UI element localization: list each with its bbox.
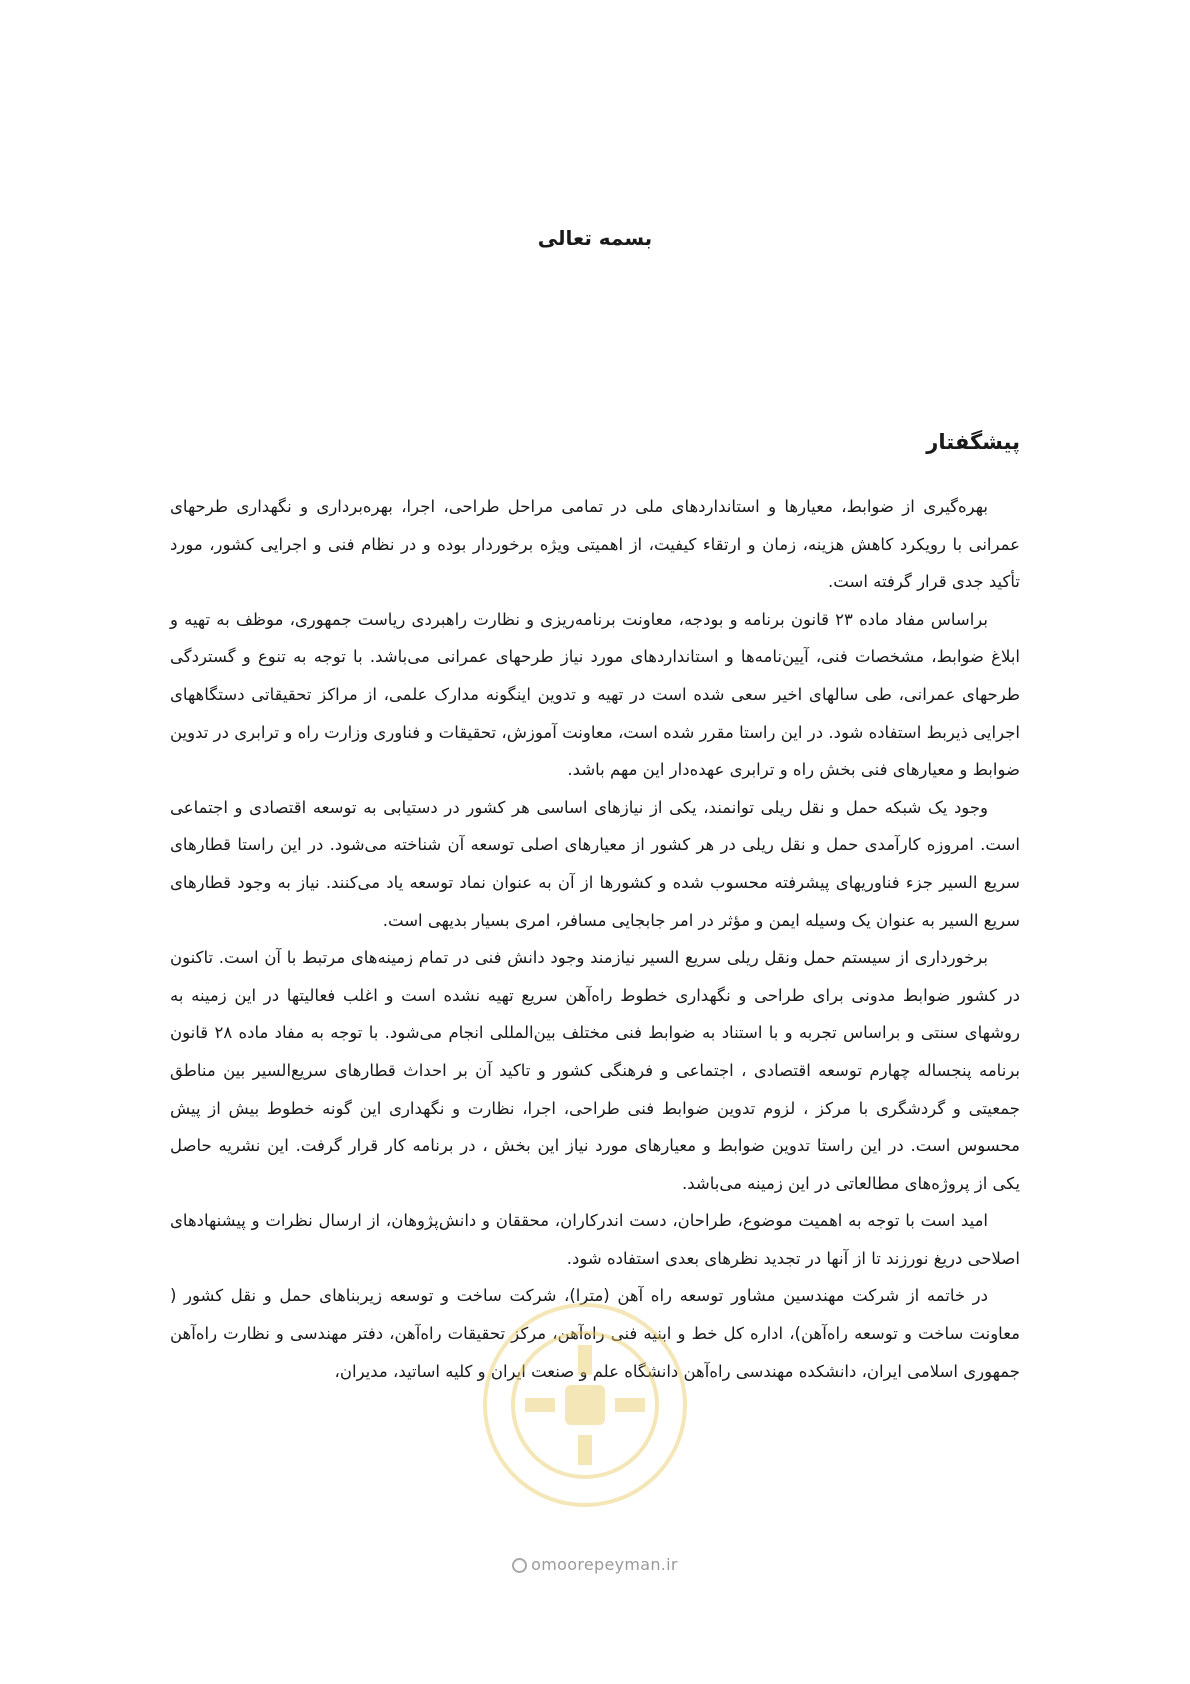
paragraph-5: امید است با توجه به اهمیت موضوع، طراحان، دست اندرکاران، محققان و دانش‌پژوهان، از ارسال نظرات و پیشنهادهای اصلاحی دریغ نورزند تا از آنها در تجدید نظرهای بعدی استفاده شود. (170, 1211, 1020, 1268)
page-top-heading: بسمه تعالی (537, 226, 653, 250)
section-title: پیشگفتار (926, 430, 1020, 454)
watermark-url-text: omoorepeyman.ir (531, 1555, 678, 1574)
paragraph-1: بهره‌گیری از ضوابط، معیارها و استانداردهای ملی در تمامی مراحل طراحی، اجرا، بهره‌برداری و نگهداری طرحهای عمرانی با رویکرد کاهش هزینه، زمان و ارتقاء کیفیت، از اهمیتی ویژه برخوردار بوده و در نظام فنی و اجرایی کشور، مورد تأکید جدی قرار گرفته است. (170, 497, 1020, 592)
paragraph-3: وجود یک شبکه حمل و نقل ریلی توانمند، یکی از نیازهای اساسی هر کشور در دستیابی به توسعه اقتصادی و اجتماعی است. امروزه کارآمدی حمل و نقل ریلی در هر کشور از معیارهای اصلی توسعه آن شناخته می‌شود. در این راستا قطارهای سریع السیر جزء فناوریهای پیشرفته محسوب شده و کشورها از آن به عنوان نماد توسعه یاد می‌کنند. نیاز به وجود قطارهای سریع السیر به عنوان یک وسیله ایمن و مؤثر در امر جابجایی مسافر، امری بسیار بدیهی است. (170, 797, 1020, 930)
watermark-url (0, 1555, 1190, 1574)
at-sign-icon (512, 1558, 527, 1573)
paragraph-2: براساس مفاد ماده ۲۳ قانون برنامه و بودجه، معاونت برنامه‌ریزی و نظارت راهبردی ریاست جمهوری، موظف به تهیه و ابلاغ ضوابط، مشخصات فنی، آیین‌نامه‌ها و استانداردهای مورد نیاز طرحهای عمرانی می‌باشد. با توجه به تنوع و گستردگی طرحهای عمرانی، طی سالهای اخیر سعی شده است در تهیه و تدوین اینگونه مدارک علمی، از مراکز تحقیقاتی دستگاههای اجرایی ذیربط استفاده شود. در این راستا مقرر شده است، معاونت آموزش، تحقیقات و فناوری وزارت راه و ترابری در تدوین ضوابط و معیارهای فنی بخش راه و ترابری عهده‌دار این مهم باشد. (170, 609, 1020, 780)
paragraph-4: برخورداری از سیستم حمل ونقل ریلی سریع السیر نیازمند وجود دانش فنی در تمام زمینه‌های مرتبط با آن است. تاکنون در کشور ضوابط مدونی برای طراحی و نگهداری خطوط راه‌آهن سریع تهیه نشده است و اغلب فعالیتها در این زمینه به روشهای سنتی و براساس تجربه و با استناد به ضوابط فنی مختلف بین‌المللی انجام می‌شود. با توجه به مفاد ماده ۲۸ قانون برنامه پنجساله چهارم توسعه اقتصادی ، اجتماعی و فرهنگی کشور و تاکید آن بر احداث قطارهای سریع‌السیر بین مناطق جمعیتی و گردشگری با مرکز ، لزوم تدوین ضوابط فنی طراحی، اجرا، نظارت و نگهداری این گونه خطوط بیش از پیش محسوس است. در این راستا تدوین ضوابط و معیارهای مورد نیاز این بخش ، در برنامه کار قرار گرفت. این نشریه حاصل یکی از پروژه‌های مطالعاتی در این زمینه می‌باشد. (170, 948, 1020, 1193)
body-text (170, 488, 1020, 1390)
paragraph-6: در خاتمه از شرکت مهندسین مشاور توسعه راه آهن (مترا)، شرکت ساخت و توسعه زیربناهای حمل و نقل کشور ( معاونت ساخت و توسعه راه‌آهن)، اداره کل خط و ابنیه فنی راه‌آهن، مرکز تحقیقات راه‌آهن، دفتر مهندسی و نظارت راه‌آهن جمهوری اسلامی ایران، دانشکده مهندسی راه‌آهن دانشگاه علم و صنعت ایران و کلیه اساتید، مدیران، (170, 1286, 1020, 1381)
